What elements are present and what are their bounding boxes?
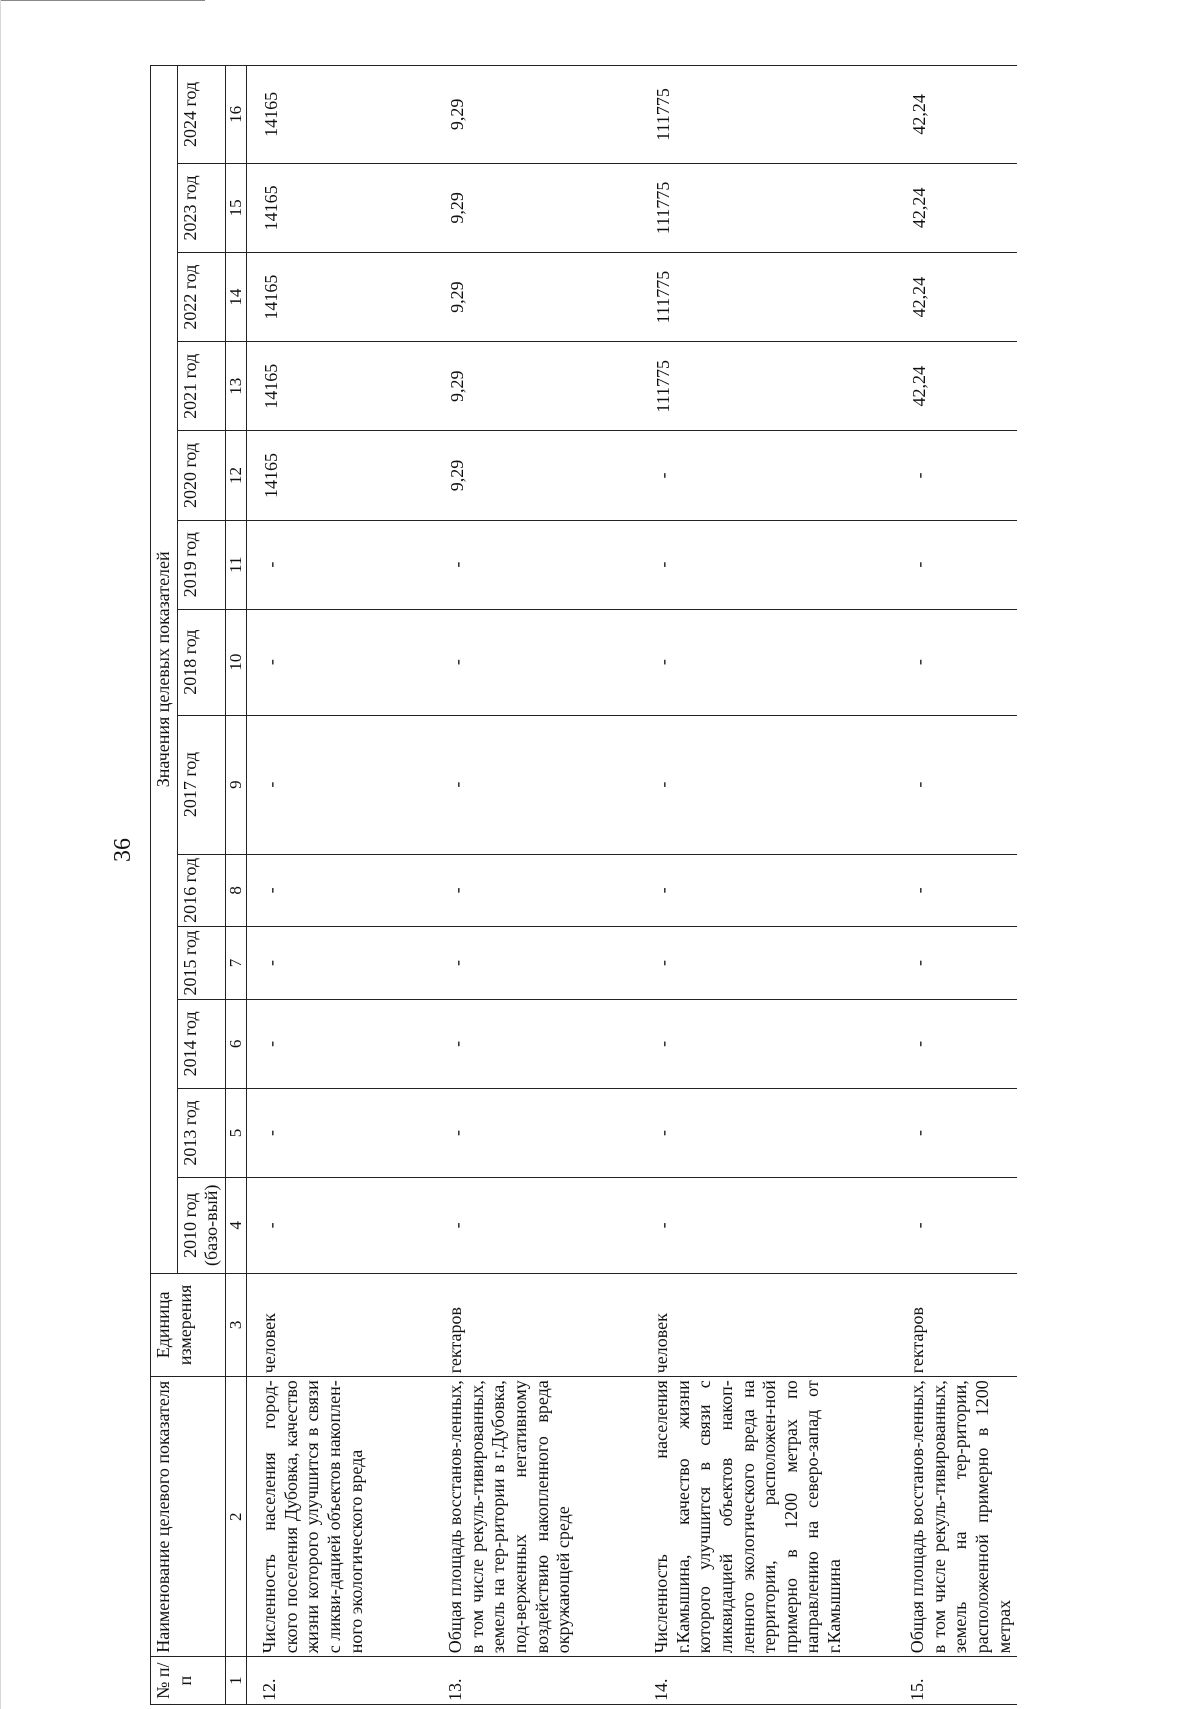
- value-cell: -: [639, 1178, 895, 1273]
- value-cell: -: [639, 715, 895, 854]
- value-cell: 42,24: [895, 163, 1017, 252]
- table-row: [639, 66, 895, 1705]
- value-cell: -: [895, 854, 1017, 927]
- column-number: 5: [225, 1088, 246, 1177]
- table-row: [247, 66, 434, 1705]
- header-year: 2016 год: [177, 854, 225, 927]
- column-number: 4: [225, 1178, 246, 1273]
- header-year: 2019 год: [177, 520, 225, 609]
- header-year: 2010 год (базо-вый): [177, 1178, 225, 1273]
- header-year: 2014 год: [177, 999, 225, 1088]
- value-cell: -: [639, 927, 895, 1000]
- value-cell: -: [247, 520, 434, 609]
- value-cell: 111775: [639, 163, 895, 252]
- indicator-name: Численность населения г.Камышина, качество жизни которого улучшится в связи с ликвидацией объектов накоп-ленного экологического вреда на территории, расположен-ной примерно в 1200 метрах по направлению на северо-запад от г.Камышина: [639, 1377, 895, 1657]
- column-number: 16: [225, 66, 246, 164]
- value-cell: -: [639, 1088, 895, 1177]
- value-cell: -: [433, 715, 639, 854]
- value-cell: -: [433, 1088, 639, 1177]
- column-number: 15: [225, 163, 246, 252]
- header-year: 2024 год: [177, 66, 225, 164]
- header-year: 2018 год: [177, 609, 225, 715]
- column-number: 13: [225, 342, 246, 431]
- header-values-group: Значения целевых показателей: [151, 66, 178, 1274]
- value-cell: -: [247, 715, 434, 854]
- value-cell: -: [433, 609, 639, 715]
- value-cell: -: [247, 927, 434, 1000]
- value-cell: -: [247, 854, 434, 927]
- header-name: Наименование целевого показателя: [151, 1377, 226, 1657]
- header-year: 2021 год: [177, 342, 225, 431]
- value-cell: -: [247, 1178, 434, 1273]
- value-cell: -: [433, 520, 639, 609]
- value-cell: 14165: [247, 431, 434, 520]
- value-cell: -: [247, 999, 434, 1088]
- indicator-name: Численность населения город-ского поселения Дубовка, качество жизни которого улучшится в связи с ликви-дацией объектов накоплен-ного экологического вреда: [247, 1377, 434, 1657]
- row-number: 13.: [433, 1657, 639, 1705]
- value-cell: 111775: [639, 66, 895, 164]
- column-number: 7: [225, 927, 246, 1000]
- header-year: 2015 год: [177, 927, 225, 1000]
- unit-cell: гектаров: [895, 1273, 1017, 1377]
- header-year: 2013 год: [177, 1088, 225, 1177]
- value-cell: 9,29: [433, 163, 639, 252]
- value-cell: -: [433, 1178, 639, 1273]
- header-unit: Единица измерения: [151, 1273, 226, 1377]
- unit-cell: гектаров: [433, 1273, 639, 1377]
- value-cell: -: [639, 431, 895, 520]
- column-number: 2: [225, 1377, 246, 1657]
- header-year: 2020 год: [177, 431, 225, 520]
- value-cell: -: [639, 854, 895, 927]
- indicator-table-sheet: [150, 65, 1060, 1705]
- value-cell: -: [895, 431, 1017, 520]
- value-cell: -: [433, 927, 639, 1000]
- value-cell: -: [639, 609, 895, 715]
- column-number: 11: [225, 520, 246, 609]
- value-cell: -: [895, 927, 1017, 1000]
- value-cell: -: [639, 520, 895, 609]
- value-cell: 14165: [247, 253, 434, 342]
- column-number: 14: [225, 253, 246, 342]
- header-num: № п/п: [151, 1657, 226, 1705]
- header-year: 2022 год: [177, 253, 225, 342]
- table-row: [433, 66, 639, 1705]
- indicator-name: Общая площадь восстанов-ленных, в том числе рекуль-тивированных, земель на тер-ритории, расположенной примерно в 1200 метрах: [895, 1377, 1017, 1657]
- value-cell: -: [247, 1088, 434, 1177]
- value-cell: -: [639, 999, 895, 1088]
- unit-cell: человек: [247, 1273, 434, 1377]
- value-cell: 42,24: [895, 253, 1017, 342]
- header-year: 2017 год: [177, 715, 225, 854]
- value-cell: 9,29: [433, 431, 639, 520]
- value-cell: 14165: [247, 66, 434, 164]
- value-cell: -: [895, 715, 1017, 854]
- indicator-table: [150, 65, 1017, 1705]
- table-row: [895, 66, 1017, 1705]
- value-cell: 42,24: [895, 66, 1017, 164]
- value-cell: 9,29: [433, 342, 639, 431]
- value-cell: -: [433, 854, 639, 927]
- row-number: 14.: [639, 1657, 895, 1705]
- row-number: 15.: [895, 1657, 1017, 1705]
- column-numbers-row: [225, 66, 246, 1705]
- value-cell: -: [895, 1088, 1017, 1177]
- column-number: 8: [225, 854, 246, 927]
- value-cell: -: [895, 999, 1017, 1088]
- value-cell: -: [895, 609, 1017, 715]
- value-cell: 9,29: [433, 253, 639, 342]
- scan-edge: [0, 0, 1, 1709]
- value-cell: 42,24: [895, 342, 1017, 431]
- value-cell: -: [247, 609, 434, 715]
- column-number: 1: [225, 1657, 246, 1705]
- column-number: 10: [225, 609, 246, 715]
- value-cell: -: [895, 520, 1017, 609]
- value-cell: -: [895, 1178, 1017, 1273]
- scan-border-line: [0, 0, 205, 1]
- value-cell: -: [433, 999, 639, 1088]
- value-cell: 111775: [639, 342, 895, 431]
- value-cell: 14165: [247, 342, 434, 431]
- column-number: 6: [225, 999, 246, 1088]
- value-cell: 14165: [247, 163, 434, 252]
- indicator-name: Общая площадь восстанов-ленных, в том числе рекуль-тивированных, земель на тер-ритории в г.Дубовка, под-верженных негативному воздействию накопленного вреда окружающей среде: [433, 1377, 639, 1657]
- page-number: 36: [110, 838, 136, 862]
- row-number: 12.: [247, 1657, 434, 1705]
- header-year: 2023 год: [177, 163, 225, 252]
- column-number: 3: [225, 1273, 246, 1377]
- value-cell: 111775: [639, 253, 895, 342]
- column-number: 9: [225, 715, 246, 854]
- value-cell: 9,29: [433, 66, 639, 164]
- unit-cell: человек: [639, 1273, 895, 1377]
- table-body: [247, 66, 1017, 1705]
- column-number: 12: [225, 431, 246, 520]
